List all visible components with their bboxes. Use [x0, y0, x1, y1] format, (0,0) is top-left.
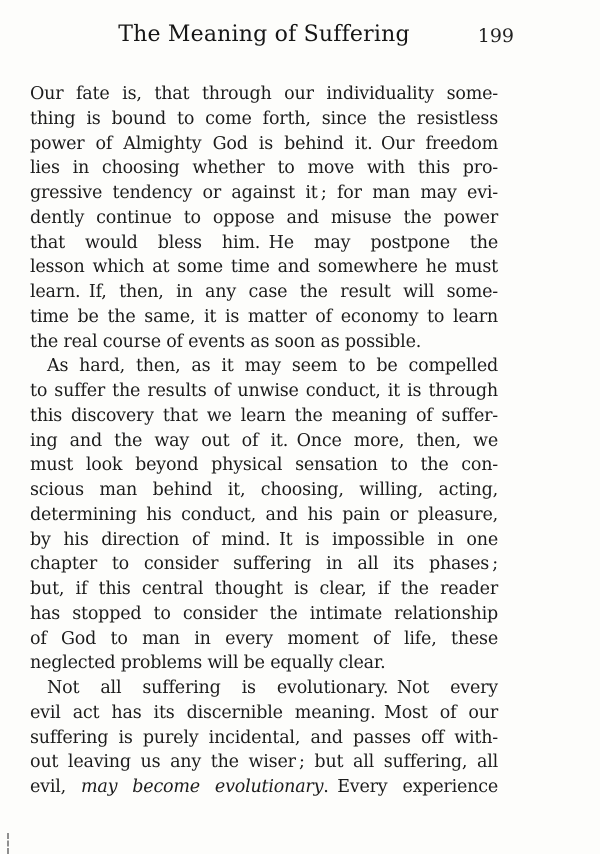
text-segment: evil,: [30, 777, 81, 797]
text-line: [30, 552, 498, 577]
text-line: [30, 330, 498, 355]
text-segment: the real course of events as soon as possible.: [30, 331, 422, 352]
text-line: [30, 156, 498, 181]
text-segment: . Every experience: [323, 777, 498, 797]
text-line: [30, 750, 498, 775]
text-line: [30, 602, 498, 627]
running-header-title: The Meaning of Suffering: [118, 22, 410, 47]
scan-artifact-mark: [7, 833, 9, 854]
text-line: [30, 255, 498, 280]
text-segment: suffering is purely incidental, and passes off with-: [30, 727, 498, 748]
italic-text-segment: may become evolutionary: [80, 777, 324, 797]
text-segment: by his direction of mind. It is impossible in one: [30, 529, 498, 550]
text-line: [30, 107, 498, 132]
text-segment: Not all suffering is evolutionary. Not every: [47, 678, 498, 698]
text-line: [30, 181, 498, 206]
text-line: [30, 206, 498, 231]
text-line: [30, 577, 498, 602]
text-line: [30, 132, 498, 157]
text-line: [30, 478, 498, 503]
text-line: [30, 503, 498, 528]
text-segment: chapter to consider suffering in all its phases ;: [30, 554, 498, 575]
text-line: [30, 354, 498, 379]
text-line: [30, 379, 498, 404]
text-segment: scious man behind it, choosing, willing, acting,: [30, 480, 498, 500]
page-header: [30, 20, 514, 50]
text-segment: gressive tendency or against it ; for man may evi-: [30, 183, 498, 203]
text-line: [30, 651, 498, 676]
text-line: [30, 429, 498, 454]
text-segment: of God to man in every moment of life, these: [30, 628, 498, 649]
text-segment: As hard, then, as it may seem to be compelled: [47, 356, 498, 377]
text-segment: this discovery that we learn the meaning of suffer-: [30, 405, 498, 426]
text-line: [30, 404, 498, 429]
text-segment: determining his conduct, and his pain or pleasure,: [30, 504, 498, 525]
text-line: [30, 231, 498, 256]
text-segment: dently continue to oppose and misuse the power: [30, 207, 498, 228]
text-segment: evil act has its discernible meaning. Most of our: [30, 702, 498, 723]
text-line: [30, 280, 498, 305]
text-segment: thing is bound to come forth, since the resistless: [30, 108, 498, 129]
text-segment: but, if this central thought is clear, if the reader: [30, 579, 498, 599]
text-line: [30, 453, 498, 478]
text-segment: to suffer the results of unwise conduct, it is through: [30, 381, 498, 401]
text-line: [30, 82, 498, 107]
text-line: [30, 775, 498, 800]
text-segment: has stopped to consider the intimate relationship: [30, 603, 498, 624]
text-segment: out leaving us any the wiser ; but all suffering, all: [30, 752, 498, 773]
text-line: [30, 627, 498, 652]
text-segment: that would bless him. He may postpone the: [30, 232, 498, 253]
page-number: 199: [477, 25, 514, 47]
text-segment: power of Almighty God is behind it. Our freedom: [30, 133, 498, 154]
text-segment: time be the same, it is matter of economy to learn: [30, 306, 498, 327]
text-line: [30, 528, 498, 553]
text-line: [30, 726, 498, 751]
text-line: [30, 701, 498, 726]
text-segment: lies in choosing whether to move with this pro-: [30, 158, 498, 179]
text-line: [30, 676, 498, 701]
text-segment: ing and the way out of it. Once more, then, we: [30, 430, 498, 451]
text-segment: Our fate is, that through our individuality some-: [30, 84, 498, 104]
text-segment: must look beyond physical sensation to the con-: [30, 455, 498, 476]
text-segment: lesson which at some time and somewhere he must: [30, 257, 498, 278]
text-segment: neglected problems will be equally clear.: [30, 653, 386, 674]
text-line: [30, 305, 498, 330]
text-segment: learn. If, then, in any case the result will some-: [30, 282, 498, 302]
page-body: [30, 82, 498, 800]
